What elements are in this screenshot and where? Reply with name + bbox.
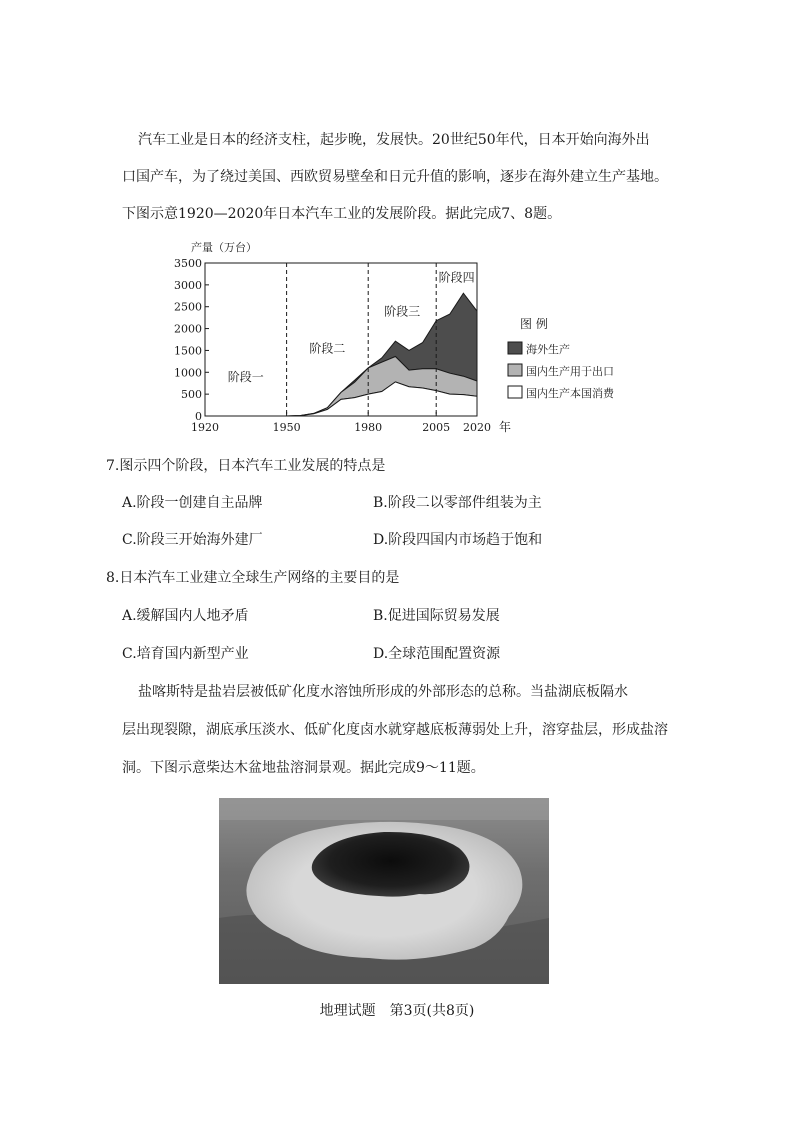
y-tick-label-0: 0	[195, 410, 202, 423]
legend-label-domestic-consumption: 国内生产本国消费	[526, 387, 614, 400]
intro2-line3: 洞。下图示意柴达木盆地盐溶洞景观。据此完成9～11题。	[122, 760, 485, 776]
page-footer: 地理试题 第3页(共8页)	[319, 1003, 475, 1019]
y-axis-label: 产量（万台）	[191, 241, 257, 254]
q8-option-b: B.促进国际贸易发展	[373, 608, 500, 624]
q8-option-c: C.培育国内新型产业	[122, 646, 249, 662]
legend-label-domestic-export: 国内生产用于出口	[526, 365, 614, 378]
x-tick-label-1980: 1980	[354, 421, 383, 434]
q8-option-a: A.缓解国内人地矛盾	[122, 608, 249, 624]
salt-cave-image	[219, 798, 549, 984]
stage-label-3: 阶段三	[384, 304, 421, 319]
q7-option-a: A.阶段一创建自主品牌	[122, 495, 263, 511]
intro1-line3: 下图示意1920—2020年日本汽车工业的发展阶段。据此完成7、8题。	[122, 206, 562, 222]
legend-label-overseas-production: 海外生产	[526, 343, 570, 356]
q7-option-d: D.阶段四国内市场趋于饱和	[373, 532, 543, 548]
intro2-line2: 层出现裂隙，湖底承压淡水、低矿化度卤水就穿越底板薄弱处上升，溶穿盐层，形成盐溶	[122, 722, 668, 738]
y-tick-label-1500: 1500	[174, 344, 202, 358]
y-tick-label-2000: 2000	[174, 322, 202, 336]
y-tick-label-2500: 2500	[174, 300, 202, 314]
x-tick-label-1950: 1950	[272, 421, 301, 434]
q8-stem: 8.日本汽车工业建立全球生产网络的主要目的是	[106, 570, 400, 586]
y-tick-label-500: 500	[181, 388, 202, 402]
q7-option-c: C.阶段三开始海外建厂	[122, 532, 263, 548]
q8-option-d: D.全球范围配置资源	[373, 646, 501, 662]
chart-svg	[174, 236, 620, 436]
salt-cave-photo	[219, 798, 549, 984]
auto-production-chart	[174, 236, 620, 436]
stage-label-4: 阶段四	[438, 270, 475, 285]
intro1-line2: 口国产车，为了绕过美国、西欧贸易壁垒和日元升值的影响，逐步在海外建立生产基地。	[122, 169, 668, 185]
x-tick-label-2005: 2005	[422, 421, 451, 434]
y-tick-label-3000: 3000	[174, 278, 202, 292]
intro1-line1: 汽车工业是日本的经济支柱，起步晚，发展快。20世纪50年代，日本开始向海外出	[138, 132, 650, 148]
y-tick-label-1000: 1000	[174, 366, 202, 380]
intro2-line1: 盐喀斯特是盐岩层被低矿化度水溶蚀所形成的外部形态的总称。当盐湖底板隔水	[138, 684, 628, 700]
stage-label-1: 阶段一	[227, 370, 264, 385]
x-axis-label: 年	[499, 420, 512, 434]
stage-label-2: 阶段二	[309, 341, 346, 356]
legend-swatch-domestic-export	[508, 364, 522, 376]
legend-swatch-domestic-consumption	[508, 386, 522, 398]
y-tick-label-3500: 3500	[174, 257, 202, 270]
q7-option-b: B.阶段二以零部件组装为主	[373, 495, 542, 511]
x-tick-label-1920: 1920	[191, 421, 219, 434]
legend-title: 图 例	[520, 317, 548, 331]
legend-swatch-overseas-production	[508, 342, 522, 354]
x-tick-label-2020: 2020	[463, 421, 491, 434]
q7-stem: 7.图示四个阶段，日本汽车工业发展的特点是	[106, 458, 386, 474]
